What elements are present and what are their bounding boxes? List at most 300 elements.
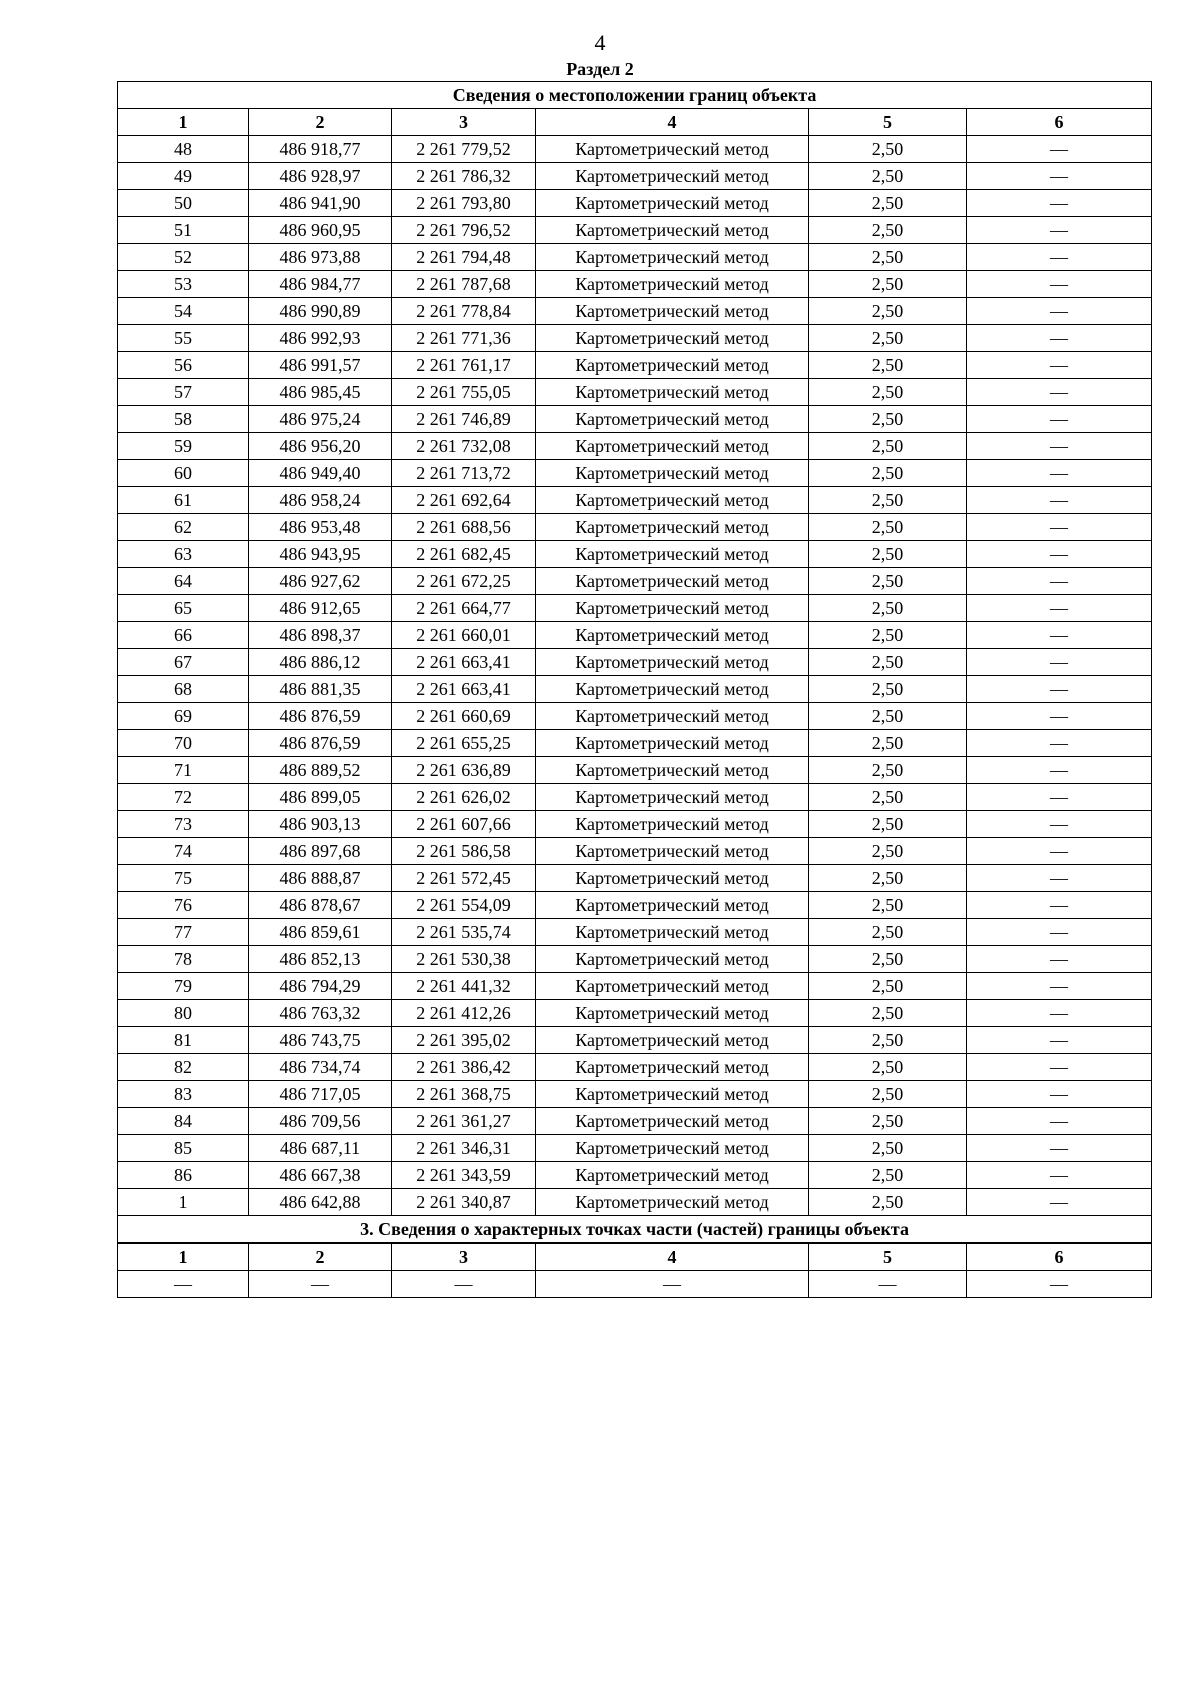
method-cell: Картометрический метод — [536, 703, 809, 730]
method-cell: Картометрический метод — [536, 217, 809, 244]
table-row — [118, 1162, 1152, 1189]
table-row — [118, 811, 1152, 838]
description-cell: — — [967, 487, 1152, 514]
method-cell: Картометрический метод — [536, 1189, 809, 1216]
table-body — [118, 82, 1152, 1298]
description-cell: — — [967, 568, 1152, 595]
accuracy-cell: 2,50 — [809, 703, 967, 730]
accuracy-cell: 2,50 — [809, 244, 967, 271]
description-cell: — — [967, 163, 1152, 190]
coordinate-y-cell: 2 261 663,41 — [392, 649, 536, 676]
coordinate-x-cell: 486 897,68 — [249, 838, 392, 865]
part-points-title: 3. Сведения о характерных точках части (частей) границы объекта — [118, 1216, 1152, 1244]
method-cell: Картометрический метод — [536, 460, 809, 487]
table-row — [118, 946, 1152, 973]
table-row — [118, 730, 1152, 757]
description-cell: — — [967, 1054, 1152, 1081]
column-number-4: 4 — [536, 1243, 809, 1271]
accuracy-cell: 2,50 — [809, 892, 967, 919]
point-number-cell: 50 — [118, 190, 249, 217]
point-number-cell: 74 — [118, 838, 249, 865]
point-number-cell: 83 — [118, 1081, 249, 1108]
table-row — [118, 190, 1152, 217]
table-row — [118, 163, 1152, 190]
method-cell: Картометрический метод — [536, 1054, 809, 1081]
table-row — [118, 460, 1152, 487]
accuracy-cell: 2,50 — [809, 973, 967, 1000]
table-row — [118, 1081, 1152, 1108]
coordinate-y-cell: 2 261 361,27 — [392, 1108, 536, 1135]
method-cell: Картометрический метод — [536, 595, 809, 622]
table-row — [118, 406, 1152, 433]
coordinate-x-cell: 486 973,88 — [249, 244, 392, 271]
description-cell: — — [967, 1271, 1152, 1298]
accuracy-cell: 2,50 — [809, 1135, 967, 1162]
table-row — [118, 433, 1152, 460]
table-title-row — [118, 82, 1152, 109]
method-cell: Картометрический метод — [536, 352, 809, 379]
method-cell: Картометрический метод — [536, 973, 809, 1000]
accuracy-cell: 2,50 — [809, 919, 967, 946]
accuracy-cell: 2,50 — [809, 460, 967, 487]
accuracy-cell: 2,50 — [809, 379, 967, 406]
point-number-cell: 66 — [118, 622, 249, 649]
coordinate-x-cell: 486 984,77 — [249, 271, 392, 298]
coordinate-y-cell: 2 261 771,36 — [392, 325, 536, 352]
coordinate-x-cell: 486 943,95 — [249, 541, 392, 568]
table-row — [118, 568, 1152, 595]
description-cell: — — [967, 1189, 1152, 1216]
accuracy-cell: 2,50 — [809, 595, 967, 622]
coordinate-x-cell: 486 687,11 — [249, 1135, 392, 1162]
point-number-cell: 1 — [118, 1189, 249, 1216]
coordinate-y-cell: 2 261 626,02 — [392, 784, 536, 811]
coordinate-y-cell: 2 261 682,45 — [392, 541, 536, 568]
point-number-cell: 54 — [118, 298, 249, 325]
coordinate-x-cell: 486 953,48 — [249, 514, 392, 541]
coordinate-y-cell: 2 261 586,58 — [392, 838, 536, 865]
table-row — [118, 541, 1152, 568]
description-cell: — — [967, 622, 1152, 649]
point-number-cell: 71 — [118, 757, 249, 784]
coordinate-y-cell: 2 261 660,01 — [392, 622, 536, 649]
description-cell: — — [967, 757, 1152, 784]
coordinate-x-cell: 486 903,13 — [249, 811, 392, 838]
accuracy-cell: 2,50 — [809, 541, 967, 568]
description-cell: — — [967, 379, 1152, 406]
point-number-cell: — — [118, 1271, 249, 1298]
coordinate-y-cell: 2 261 660,69 — [392, 703, 536, 730]
method-cell: Картометрический метод — [536, 1135, 809, 1162]
point-number-cell: 65 — [118, 595, 249, 622]
accuracy-cell: 2,50 — [809, 352, 967, 379]
accuracy-cell: 2,50 — [809, 622, 967, 649]
coordinate-x-cell: 486 876,59 — [249, 730, 392, 757]
description-cell: — — [967, 811, 1152, 838]
method-cell: Картометрический метод — [536, 1027, 809, 1054]
coordinate-y-cell: 2 261 732,08 — [392, 433, 536, 460]
accuracy-cell: 2,50 — [809, 163, 967, 190]
table-row — [118, 325, 1152, 352]
coordinate-x-cell: 486 990,89 — [249, 298, 392, 325]
method-cell: Картометрический метод — [536, 865, 809, 892]
description-cell: — — [967, 325, 1152, 352]
column-number-3: 3 — [392, 109, 536, 136]
point-number-cell: 77 — [118, 919, 249, 946]
accuracy-cell: — — [809, 1271, 967, 1298]
part-points-column-numbers-row — [118, 1243, 1152, 1271]
table-row — [118, 649, 1152, 676]
description-cell: — — [967, 1081, 1152, 1108]
coordinate-y-cell: 2 261 688,56 — [392, 514, 536, 541]
point-number-cell: 64 — [118, 568, 249, 595]
table-row — [118, 1054, 1152, 1081]
method-cell: — — [536, 1271, 809, 1298]
accuracy-cell: 2,50 — [809, 1162, 967, 1189]
coordinate-x-cell: 486 888,87 — [249, 865, 392, 892]
coordinate-x-cell: 486 985,45 — [249, 379, 392, 406]
coordinate-x-cell: 486 667,38 — [249, 1162, 392, 1189]
accuracy-cell: 2,50 — [809, 190, 967, 217]
coordinate-x-cell: 486 918,77 — [249, 136, 392, 163]
description-cell: — — [967, 406, 1152, 433]
coordinate-y-cell: 2 261 746,89 — [392, 406, 536, 433]
coordinate-y-cell: 2 261 340,87 — [392, 1189, 536, 1216]
point-number-cell: 79 — [118, 973, 249, 1000]
point-number-cell: 72 — [118, 784, 249, 811]
point-number-cell: 78 — [118, 946, 249, 973]
method-cell: Картометрический метод — [536, 892, 809, 919]
column-number-1: 1 — [118, 109, 249, 136]
coordinate-y-cell: 2 261 663,41 — [392, 676, 536, 703]
table-row — [118, 1135, 1152, 1162]
accuracy-cell: 2,50 — [809, 568, 967, 595]
coordinate-x-cell: 486 975,24 — [249, 406, 392, 433]
table-row — [118, 271, 1152, 298]
description-cell: — — [967, 541, 1152, 568]
coordinate-y-cell: 2 261 554,09 — [392, 892, 536, 919]
table-row — [118, 757, 1152, 784]
description-cell: — — [967, 595, 1152, 622]
coordinate-x-cell: 486 794,29 — [249, 973, 392, 1000]
point-number-cell: 52 — [118, 244, 249, 271]
coordinate-x-cell: 486 852,13 — [249, 946, 392, 973]
coordinate-y-cell: — — [392, 1271, 536, 1298]
accuracy-cell: 2,50 — [809, 406, 967, 433]
accuracy-cell: 2,50 — [809, 487, 967, 514]
table-row — [118, 676, 1152, 703]
point-number-cell: 60 — [118, 460, 249, 487]
coordinate-x-cell: 486 991,57 — [249, 352, 392, 379]
coordinate-x-cell: 486 949,40 — [249, 460, 392, 487]
accuracy-cell: 2,50 — [809, 433, 967, 460]
description-cell: — — [967, 298, 1152, 325]
description-cell: — — [967, 649, 1152, 676]
coordinate-y-cell: 2 261 778,84 — [392, 298, 536, 325]
point-number-cell: 85 — [118, 1135, 249, 1162]
accuracy-cell: 2,50 — [809, 865, 967, 892]
description-cell: — — [967, 676, 1152, 703]
description-cell: — — [967, 838, 1152, 865]
coordinate-y-cell: 2 261 535,74 — [392, 919, 536, 946]
coordinate-y-cell: 2 261 787,68 — [392, 271, 536, 298]
accuracy-cell: 2,50 — [809, 1189, 967, 1216]
point-number-cell: 62 — [118, 514, 249, 541]
coordinate-x-cell: 486 992,93 — [249, 325, 392, 352]
column-number-6: 6 — [967, 1243, 1152, 1271]
accuracy-cell: 2,50 — [809, 514, 967, 541]
column-number-6: 6 — [967, 109, 1152, 136]
method-cell: Картометрический метод — [536, 136, 809, 163]
coordinate-x-cell: 486 927,62 — [249, 568, 392, 595]
table-row — [118, 1027, 1152, 1054]
boundary-coordinates-table — [117, 81, 1152, 1298]
coordinate-y-cell: 2 261 636,89 — [392, 757, 536, 784]
table-row — [118, 973, 1152, 1000]
coordinate-y-cell: 2 261 368,75 — [392, 1081, 536, 1108]
method-cell: Картометрический метод — [536, 163, 809, 190]
table-title: Сведения о местоположении границ объекта — [118, 82, 1152, 109]
point-number-cell: 59 — [118, 433, 249, 460]
coordinate-x-cell: 486 734,74 — [249, 1054, 392, 1081]
coordinate-y-cell: 2 261 343,59 — [392, 1162, 536, 1189]
method-cell: Картометрический метод — [536, 1162, 809, 1189]
method-cell: Картометрический метод — [536, 676, 809, 703]
method-cell: Картометрический метод — [536, 1081, 809, 1108]
description-cell: — — [967, 217, 1152, 244]
description-cell: — — [967, 919, 1152, 946]
coordinate-y-cell: 2 261 530,38 — [392, 946, 536, 973]
method-cell: Картометрический метод — [536, 919, 809, 946]
coordinate-x-cell: — — [249, 1271, 392, 1298]
point-number-cell: 49 — [118, 163, 249, 190]
point-number-cell: 70 — [118, 730, 249, 757]
point-number-cell: 73 — [118, 811, 249, 838]
description-cell: — — [967, 271, 1152, 298]
coordinate-y-cell: 2 261 692,64 — [392, 487, 536, 514]
column-number-4: 4 — [536, 109, 809, 136]
point-number-cell: 57 — [118, 379, 249, 406]
accuracy-cell: 2,50 — [809, 1000, 967, 1027]
description-cell: — — [967, 865, 1152, 892]
coordinate-y-cell: 2 261 761,17 — [392, 352, 536, 379]
description-cell: — — [967, 892, 1152, 919]
table-row — [118, 514, 1152, 541]
description-cell: — — [967, 244, 1152, 271]
point-number-cell: 68 — [118, 676, 249, 703]
coordinate-y-cell: 2 261 572,45 — [392, 865, 536, 892]
accuracy-cell: 2,50 — [809, 649, 967, 676]
description-cell: — — [967, 433, 1152, 460]
table-row — [118, 136, 1152, 163]
method-cell: Картометрический метод — [536, 379, 809, 406]
column-number-2: 2 — [249, 109, 392, 136]
accuracy-cell: 2,50 — [809, 1108, 967, 1135]
coordinate-y-cell: 2 261 793,80 — [392, 190, 536, 217]
accuracy-cell: 2,50 — [809, 730, 967, 757]
coordinate-x-cell: 486 889,52 — [249, 757, 392, 784]
table-row — [118, 352, 1152, 379]
coordinate-x-cell: 486 956,20 — [249, 433, 392, 460]
point-number-cell: 81 — [118, 1027, 249, 1054]
point-number-cell: 69 — [118, 703, 249, 730]
method-cell: Картометрический метод — [536, 946, 809, 973]
accuracy-cell: 2,50 — [809, 784, 967, 811]
coordinate-y-cell: 2 261 786,32 — [392, 163, 536, 190]
column-number-1: 1 — [118, 1243, 249, 1271]
method-cell: Картометрический метод — [536, 568, 809, 595]
coordinate-x-cell: 486 886,12 — [249, 649, 392, 676]
point-number-cell: 55 — [118, 325, 249, 352]
method-cell: Картометрический метод — [536, 325, 809, 352]
accuracy-cell: 2,50 — [809, 676, 967, 703]
method-cell: Картометрический метод — [536, 757, 809, 784]
coordinate-y-cell: 2 261 386,42 — [392, 1054, 536, 1081]
description-cell: — — [967, 946, 1152, 973]
description-cell: — — [967, 460, 1152, 487]
method-cell: Картометрический метод — [536, 784, 809, 811]
table-row — [118, 1189, 1152, 1216]
accuracy-cell: 2,50 — [809, 1081, 967, 1108]
accuracy-cell: 2,50 — [809, 1054, 967, 1081]
description-cell: — — [967, 1162, 1152, 1189]
description-cell: — — [967, 352, 1152, 379]
table-row — [118, 703, 1152, 730]
coordinate-y-cell: 2 261 672,25 — [392, 568, 536, 595]
coordinate-x-cell: 486 881,35 — [249, 676, 392, 703]
coordinate-y-cell: 2 261 412,26 — [392, 1000, 536, 1027]
page-number: 4 — [594, 30, 606, 55]
method-cell: Картометрический метод — [536, 622, 809, 649]
point-number-cell: 67 — [118, 649, 249, 676]
method-cell: Картометрический метод — [536, 1000, 809, 1027]
table-row — [118, 487, 1152, 514]
column-numbers-row — [118, 109, 1152, 136]
description-cell: — — [967, 973, 1152, 1000]
point-number-cell: 75 — [118, 865, 249, 892]
column-number-3: 3 — [392, 1243, 536, 1271]
table-row — [118, 838, 1152, 865]
method-cell: Картометрический метод — [536, 649, 809, 676]
column-number-5: 5 — [809, 109, 967, 136]
table-row — [118, 298, 1152, 325]
section-title: Раздел 2 — [566, 59, 634, 79]
description-cell: — — [967, 1000, 1152, 1027]
description-cell: — — [967, 703, 1152, 730]
description-cell: — — [967, 190, 1152, 217]
coordinate-x-cell: 486 960,95 — [249, 217, 392, 244]
accuracy-cell: 2,50 — [809, 271, 967, 298]
point-number-cell: 51 — [118, 217, 249, 244]
point-number-cell: 82 — [118, 1054, 249, 1081]
accuracy-cell: 2,50 — [809, 136, 967, 163]
coordinate-y-cell: 2 261 441,32 — [392, 973, 536, 1000]
coordinate-y-cell: 2 261 796,52 — [392, 217, 536, 244]
point-number-cell: 76 — [118, 892, 249, 919]
coordinate-y-cell: 2 261 779,52 — [392, 136, 536, 163]
coordinate-y-cell: 2 261 655,25 — [392, 730, 536, 757]
description-cell: — — [967, 514, 1152, 541]
coordinate-x-cell: 486 763,32 — [249, 1000, 392, 1027]
point-number-cell: 58 — [118, 406, 249, 433]
description-cell: — — [967, 730, 1152, 757]
accuracy-cell: 2,50 — [809, 838, 967, 865]
point-number-cell: 63 — [118, 541, 249, 568]
table-row — [118, 1000, 1152, 1027]
coordinate-y-cell: 2 261 395,02 — [392, 1027, 536, 1054]
coordinate-x-cell: 486 899,05 — [249, 784, 392, 811]
description-cell: — — [967, 136, 1152, 163]
table-row — [118, 217, 1152, 244]
accuracy-cell: 2,50 — [809, 946, 967, 973]
coordinate-x-cell: 486 928,97 — [249, 163, 392, 190]
method-cell: Картометрический метод — [536, 838, 809, 865]
method-cell: Картометрический метод — [536, 244, 809, 271]
coordinate-x-cell: 486 898,37 — [249, 622, 392, 649]
description-cell: — — [967, 1135, 1152, 1162]
coordinate-y-cell: 2 261 794,48 — [392, 244, 536, 271]
table-row — [118, 622, 1152, 649]
coordinate-y-cell: 2 261 713,72 — [392, 460, 536, 487]
coordinate-x-cell: 486 941,90 — [249, 190, 392, 217]
column-number-2: 2 — [249, 1243, 392, 1271]
point-number-cell: 84 — [118, 1108, 249, 1135]
accuracy-cell: 2,50 — [809, 298, 967, 325]
point-number-cell: 80 — [118, 1000, 249, 1027]
point-number-cell: 56 — [118, 352, 249, 379]
table-row — [118, 244, 1152, 271]
point-number-cell: 86 — [118, 1162, 249, 1189]
accuracy-cell: 2,50 — [809, 1027, 967, 1054]
coordinate-x-cell: 486 743,75 — [249, 1027, 392, 1054]
method-cell: Картометрический метод — [536, 298, 809, 325]
accuracy-cell: 2,50 — [809, 757, 967, 784]
coordinate-x-cell: 486 958,24 — [249, 487, 392, 514]
method-cell: Картометрический метод — [536, 190, 809, 217]
point-number-cell: 48 — [118, 136, 249, 163]
part-points-title-row — [118, 1216, 1152, 1244]
coordinate-x-cell: 486 717,05 — [249, 1081, 392, 1108]
coordinate-x-cell: 486 709,56 — [249, 1108, 392, 1135]
description-cell: — — [967, 784, 1152, 811]
coordinate-x-cell: 486 876,59 — [249, 703, 392, 730]
description-cell: — — [967, 1027, 1152, 1054]
coordinate-x-cell: 486 878,67 — [249, 892, 392, 919]
description-cell: — — [967, 1108, 1152, 1135]
part-points-row — [118, 1271, 1152, 1298]
coordinate-y-cell: 2 261 664,77 — [392, 595, 536, 622]
accuracy-cell: 2,50 — [809, 217, 967, 244]
table-row — [118, 865, 1152, 892]
table-row — [118, 1108, 1152, 1135]
point-number-cell: 53 — [118, 271, 249, 298]
table-row — [118, 892, 1152, 919]
method-cell: Картометрический метод — [536, 433, 809, 460]
coordinate-x-cell: 486 859,61 — [249, 919, 392, 946]
method-cell: Картометрический метод — [536, 541, 809, 568]
method-cell: Картометрический метод — [536, 487, 809, 514]
table-row — [118, 595, 1152, 622]
coordinate-y-cell: 2 261 755,05 — [392, 379, 536, 406]
method-cell: Картометрический метод — [536, 1108, 809, 1135]
table-row — [118, 784, 1152, 811]
coordinate-y-cell: 2 261 607,66 — [392, 811, 536, 838]
column-number-5: 5 — [809, 1243, 967, 1271]
accuracy-cell: 2,50 — [809, 811, 967, 838]
table-row — [118, 379, 1152, 406]
method-cell: Картометрический метод — [536, 406, 809, 433]
point-number-cell: 61 — [118, 487, 249, 514]
